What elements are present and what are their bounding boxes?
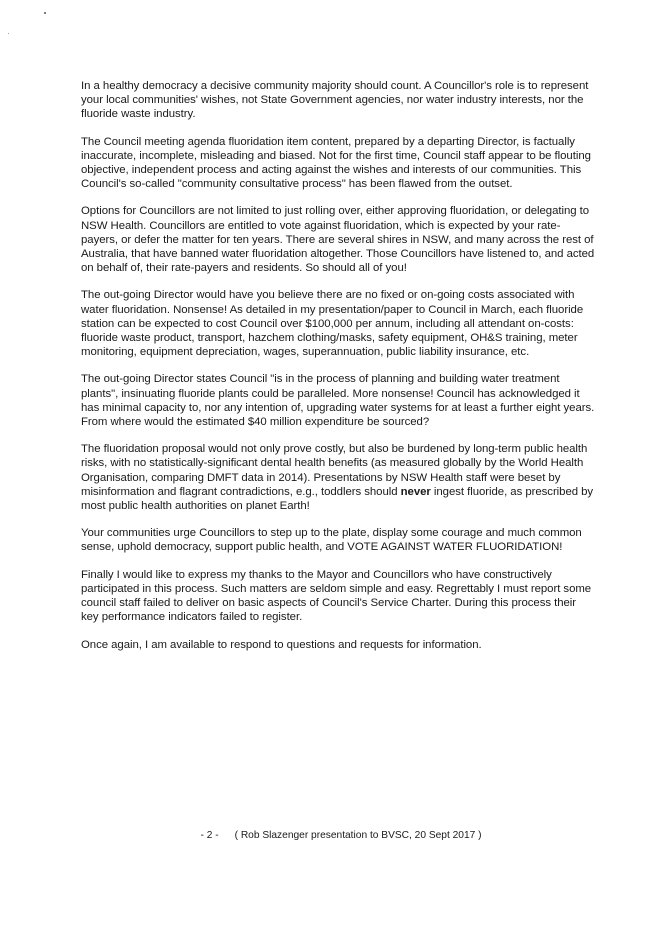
- paragraph-closing: Once again, I am available to respond to questions and requests for information.: [81, 638, 482, 651]
- paragraph-health-risks-part1: The fluoridation proposal would not only prove costly, but also be burdened by long-term public health risks, with no statistically-significant dental health benefits (as measured globally by the World Health Organisation, comparing DMFT data in 2014). Presentations by NSW Health staff were beset by misinformation and flagrant contradictions, e.g., toddlers should: [81, 443, 588, 498]
- scan-speck: [44, 12, 46, 14]
- body-text: [81, 79, 596, 665]
- paragraph-thanks: Finally I would like to express my thanks to the Mayor and Councillors who have constructively participated in this process. Such matters are seldom simple and easy. Regrettably I must report some council staff failed to deliver on basic aspects of Council's Service Charter. During this process their key performance indicators failed to register.: [81, 568, 592, 624]
- paragraph-options: Options for Councillors are not limited to just rolling over, either approving fluoridation, or delegating to NSW Health. Councillors are entitled to vote against fluoridation, which is expected by your rate-payers, or defer the matter for ten years. There are several shires in NSW, and many across the rest of Australia, that have banned water fluoridation altogether. Those Councillors have listened to, and acted on behalf of, their rate-payers and residents. So should all of you!: [81, 205, 595, 275]
- paragraph-democracy: In a healthy democracy a decisive community majority should count. A Councillor's role is to represent your local communities' wishes, not State Government agencies, nor water industry interests, nor the fluoride waste industry.: [81, 80, 589, 121]
- page-number: - 2 -: [200, 830, 219, 841]
- paragraph-call-to-action: Your communities urge Councillors to step up to the plate, display some courage and much common sense, uphold democracy, support public health, and VOTE AGAINST WATER FLUORIDATION!: [81, 527, 582, 554]
- paragraph-agenda-content: The Council meeting agenda fluoridation item content, prepared by a departing Director, is factually inaccurate, incomplete, misleading and biased. Not for the first time, Council staff appear to be flouting objective, independent process and acting against the wishes and interests of our communities. This Council's so-called "community consultative process" has been flawed from the outset.: [81, 135, 591, 191]
- paragraph-treatment-plants: The out-going Director states Council "is in the process of planning and building water treatment plants", insinuating fluoride plants could be paralleled. More nonsense! Council has acknowledged it has minimal capacity to, nor any intention of, upgrading water systems for at least a further eight years. From where would the estimated $40 million expenditure be sourced?: [81, 373, 595, 429]
- paragraph-costs: The out-going Director would have you believe there are no fixed or on-going costs associated with water fluoridation. Nonsense! As detailed in my presentation/paper to Council in March, each fluoride station can be expected to cost Council over $100,000 per annum, including all attendant on-costs: fluoride waste product, transport, hazchem clothing/masks, safety equipment, OH&S training, meter monitoring, equipment depreciation, wages, superannuation, public liability insurance, etc.: [81, 289, 584, 359]
- emphasis-never: never: [400, 485, 431, 498]
- footer-source-note: ( Rob Slazenger presentation to BVSC, 20 Sept 2017 ): [234, 830, 482, 841]
- page-footer: [0, 829, 662, 842]
- paragraph-health-risks: [81, 442, 596, 513]
- paragraph-health-risks-part2: ingest fluoride, as prescribed by most public health authorities on planet Earth!: [81, 485, 594, 513]
- scan-speck: [8, 33, 9, 34]
